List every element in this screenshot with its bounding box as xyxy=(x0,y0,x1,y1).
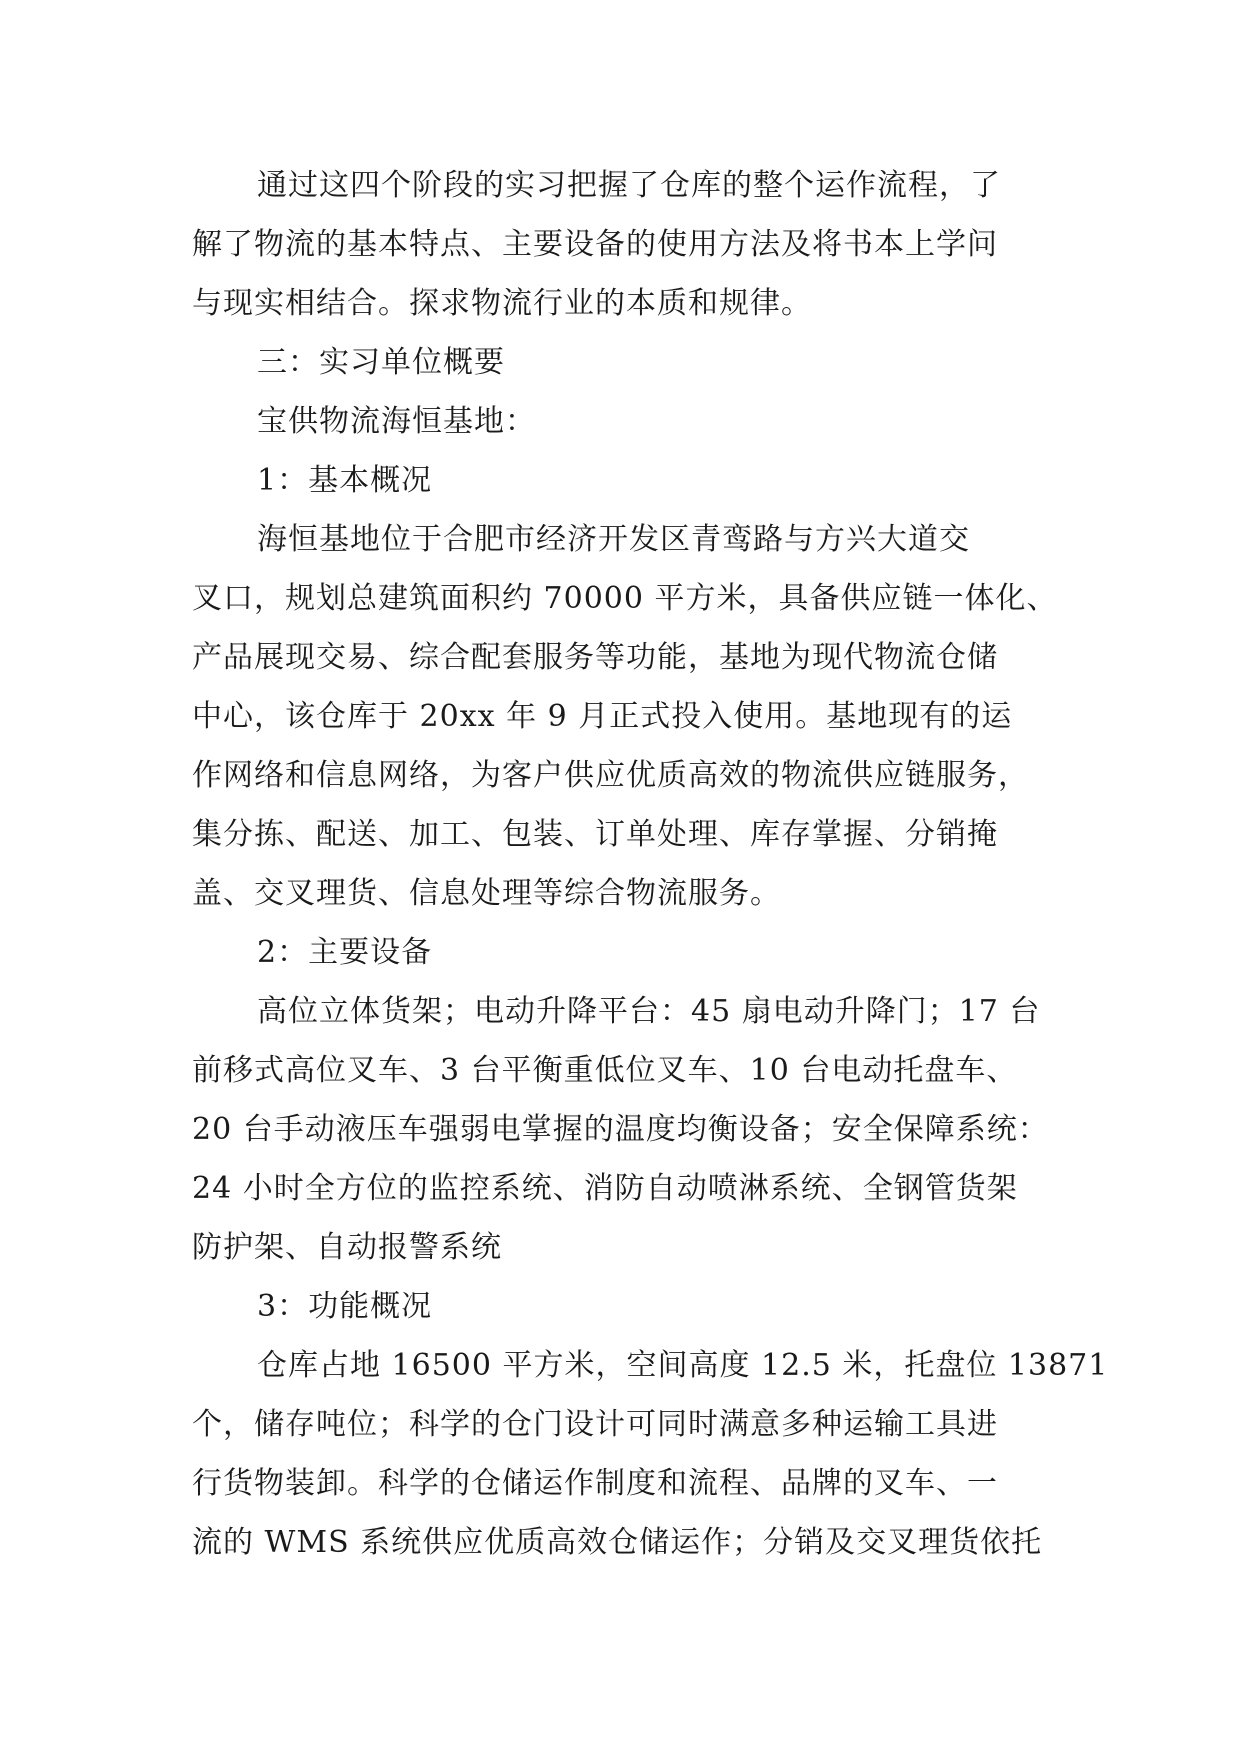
paragraph-line: 前移式高位叉车、3 台平衡重低位叉车、10 台电动托盘车、 xyxy=(192,1053,1018,1088)
paragraph-line: 作网络和信息网络，为客户供应优质高效的物流供应链服务， xyxy=(192,758,1029,793)
paragraph-line: 个，储存吨位；科学的仓门设计可同时满意多种运输工具进 xyxy=(192,1407,998,1442)
section-heading: 三：实习单位概要 xyxy=(257,345,505,380)
subheading: 3：功能概况 xyxy=(257,1289,433,1324)
paragraph-line: 仓库占地 16500 平方米，空间高度 12.5 米，托盘位 13871 xyxy=(257,1348,1109,1383)
subheading: 宝供物流海恒基地： xyxy=(257,404,536,439)
paragraph-line: 24 小时全方位的监控系统、消防自动喷淋系统、全钢管货架 xyxy=(192,1171,1018,1206)
paragraph-line: 20 台手动液压车强弱电掌握的温度均衡设备；安全保障系统： xyxy=(192,1112,1049,1147)
paragraph-line: 中心，该仓库于 20xx 年 9 月正式投入使用。基地现有的运 xyxy=(192,699,1013,734)
paragraph-line: 流的 WMS 系统供应优质高效仓储运作；分销及交叉理货依托 xyxy=(192,1525,1043,1560)
paragraph-line: 高位立体货架；电动升降平台：45 扇电动升降门；17 台 xyxy=(257,994,1041,1029)
paragraph-line: 与现实相结合。探求物流行业的本质和规律。 xyxy=(192,286,812,321)
paragraph-line: 产品展现交易、综合配套服务等功能，基地为现代物流仓储 xyxy=(192,640,998,675)
paragraph-line: 叉口，规划总建筑面积约 70000 平方米，具备供应链一体化、 xyxy=(192,581,1058,616)
paragraph-line: 集分拣、配送、加工、包装、订单处理、库存掌握、分销掩 xyxy=(192,817,998,852)
paragraph-line: 解了物流的基本特点、主要设备的使用方法及将书本上学问 xyxy=(192,227,998,262)
paragraph-line: 防护架、自动报警系统 xyxy=(192,1230,502,1265)
paragraph-line: 海恒基地位于合肥市经济开发区青鸾路与方兴大道交 xyxy=(257,522,970,557)
paragraph-line: 盖、交叉理货、信息处理等综合物流服务。 xyxy=(192,876,781,911)
paragraph-line: 行货物装卸。科学的仓储运作制度和流程、品牌的叉车、一 xyxy=(192,1466,998,1501)
subheading: 2：主要设备 xyxy=(257,935,433,970)
subheading: 1：基本概况 xyxy=(257,463,433,498)
paragraph-line: 通过这四个阶段的实习把握了仓库的整个运作流程，了 xyxy=(257,168,1001,203)
